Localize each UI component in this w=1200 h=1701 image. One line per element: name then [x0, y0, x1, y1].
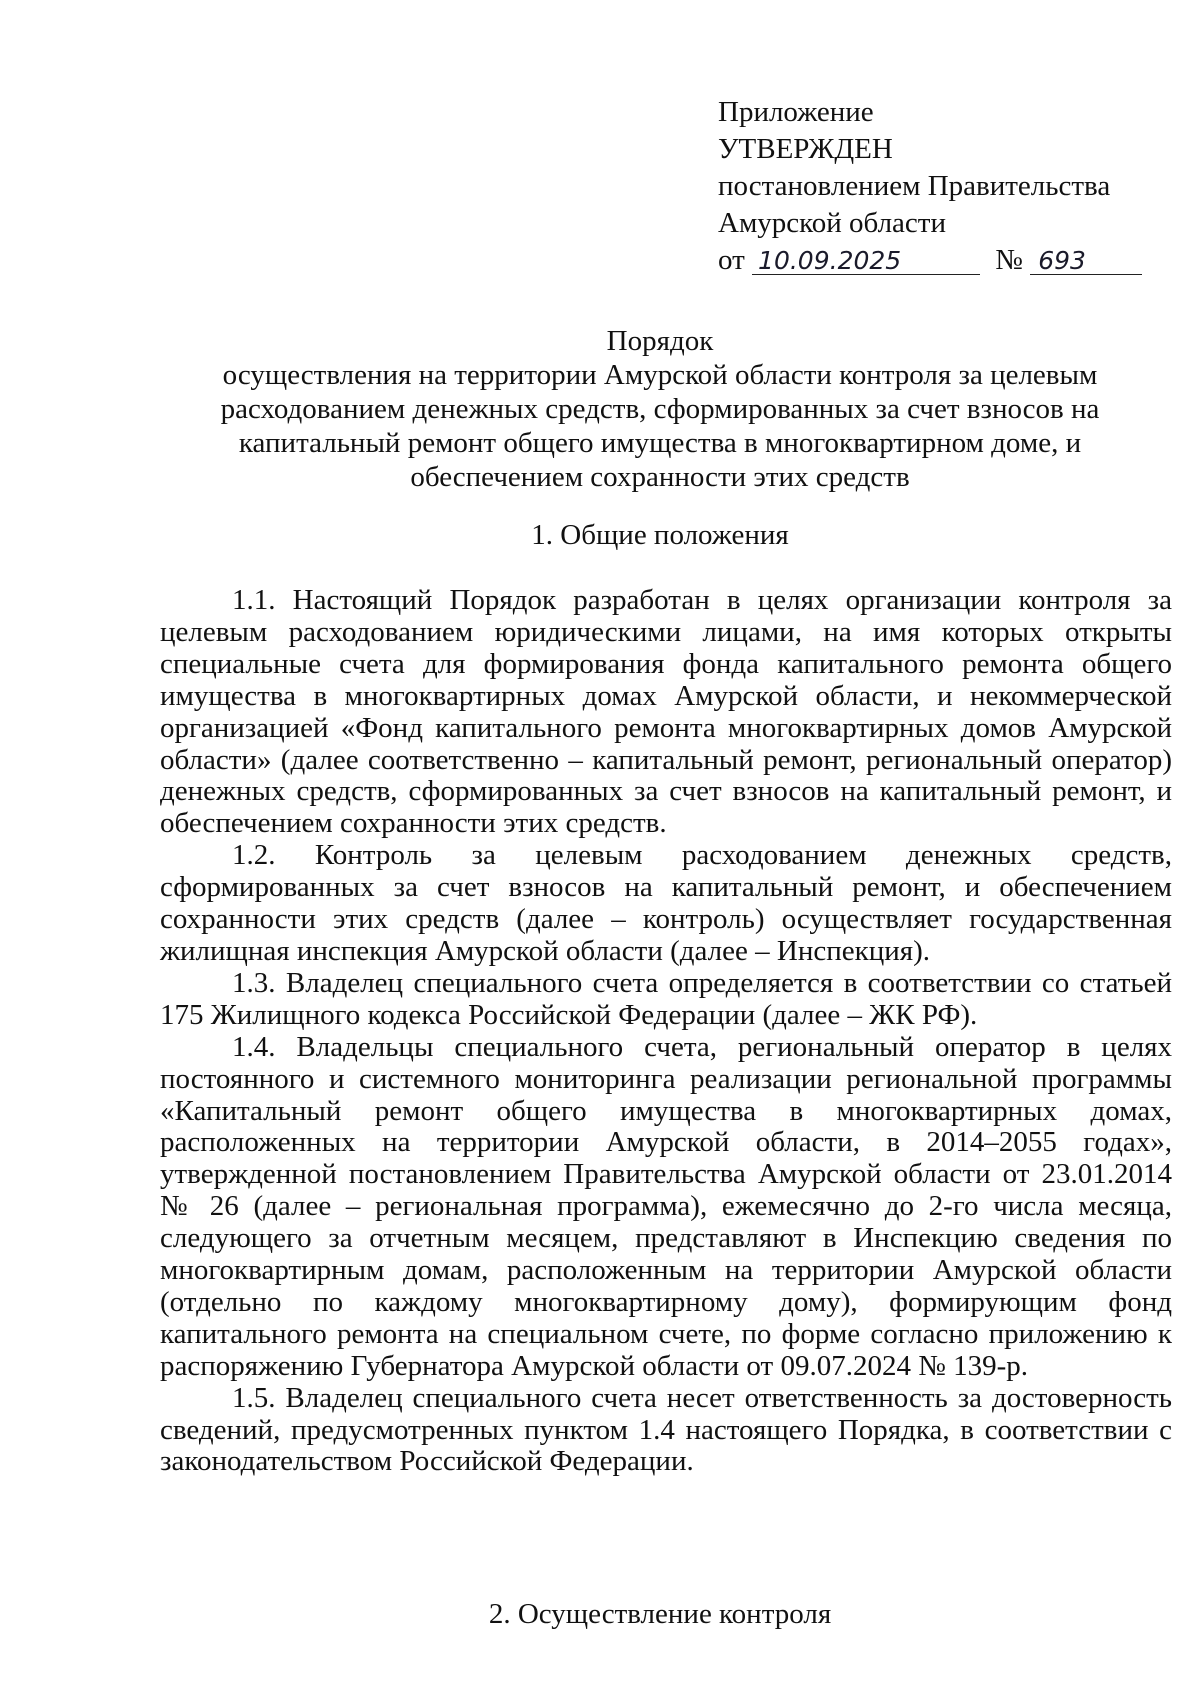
approval-date-number-line: [718, 242, 1138, 279]
title-heading: Порядок: [606, 325, 714, 357]
title-line-1: осуществления на территории Амурской области контроля за целевым: [222, 359, 1098, 391]
paragraph-1-4: 1.4. Владельцы специального счета, региональный оператор в целях постоянного и системного мониторинга реализации региональной программы «Капитальный ремонт общего имущества в многоквартирных домах, расположенных на территории Амурской области, в 2014–2055 годах», утвержденной постановлением Правительства Амурской области от 23.01.2014 № 26 (далее – региональная программа), ежемесячно до 2-го числа месяца, следующего за отчетным месяцем, представляют в Инспекцию сведения по многоквартирным домам, расположенным на территории Амурской области (отдельно по каждому многоквартирному дому), формирующим фонд капитального ремонта на специальном счете, по форме согласно приложению к распоряжению Губернатора Амурской области от 09.07.2024 № 139-р.: [160, 1030, 1172, 1382]
approval-line-resolution: постановлением Правительства: [718, 170, 1111, 202]
number-sign: №: [995, 244, 1023, 276]
title-line-2: расходованием денежных средств, сформированных за счет взносов на: [220, 393, 1100, 425]
date-prefix: от: [718, 244, 745, 276]
title-line-4: обеспечением сохранности этих средств: [410, 461, 910, 493]
handwritten-number: 693: [1030, 248, 1142, 275]
document-title: [150, 324, 1170, 494]
approval-stamp: [718, 94, 1138, 279]
section-2-heading: 2. Осуществление контроля: [488, 1598, 832, 1630]
paragraph-1-1: 1.1. Настоящий Порядок разработан в целях организации контроля за целевым расходованием юридическими лицами, на имя которых открыты специальные счета для формирования фонда капитального ремонта общего имущества в многоквартирных домах Амурской области, и некоммерческой организацией «Фонд капитального ремонта многоквартирных домов Амурской области» (далее соответственно – капитальный ремонт, региональный оператор) денежных средств, сформированных за счет взносов на капитальный ремонт, и обеспечением сохранности этих средств.: [160, 584, 1172, 840]
section-1-heading: 1. Общие положения: [531, 519, 789, 551]
handwritten-date: 10.09.2025: [752, 248, 980, 275]
paragraph-1-2: 1.2. Контроль за целевым расходованием денежных средств, сформированных за счет взносов на капитальный ремонт, и обеспечением сохранности этих средств (далее – контроль) осуществляет государственная жилищная инспекция Амурской области (далее – Инспекция).: [160, 839, 1172, 967]
approval-line-approved: УТВЕРЖДЕН: [718, 133, 893, 165]
approval-line-appendix: Приложение: [718, 96, 874, 128]
paragraph-1-5: 1.5. Владелец специального счета несет ответственность за достоверность сведений, предусмотренных пунктом 1.4 настоящего Порядка, в соответствии с законодательством Российской Федерации.: [160, 1381, 1172, 1478]
paragraph-1-3: 1.3. Владелец специального счета определяется в соответствии со статьей 175 Жилищного кодекса Российской Федерации (далее – ЖК РФ).: [160, 966, 1172, 1031]
approval-line-region: Амурской области: [718, 207, 946, 239]
title-line-3: капитальный ремонт общего имущества в многоквартирном доме, и: [238, 427, 1082, 459]
section-1-body: [160, 585, 1172, 1478]
